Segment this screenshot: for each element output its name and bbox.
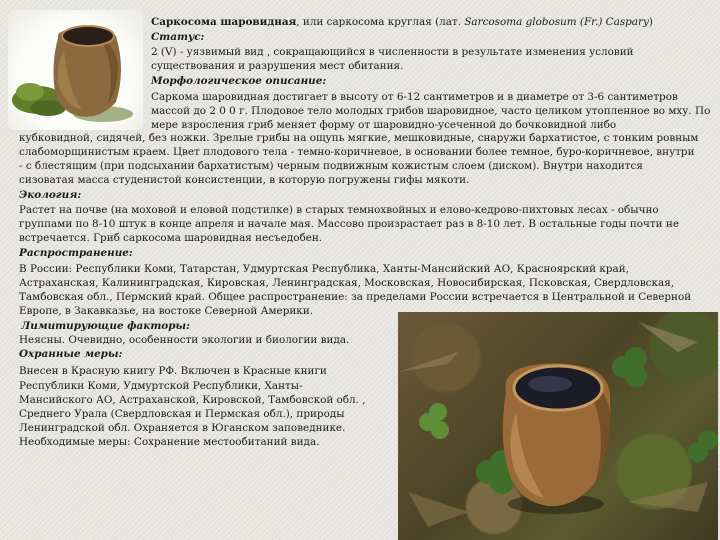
protection-line: Необходимые меры: Сохранение местообитаний вида. — [19, 436, 320, 448]
protection-line: Республики Коми, Удмуртской Республики, Ханты- — [19, 380, 303, 392]
latin-name: Sarcosoma globosum (Fr.) Caspary — [464, 16, 649, 28]
ecology-line: группами по 8-10 штук в конце апреля и начале мая. Массово произрастает раз в 8-10 лет. В остальные годы почти не — [19, 218, 679, 230]
distribution-line: Астраханская, Калининградская, Кировская, Ленинградская, Московская, Новосибирская, Псковская, Свердловская, — [19, 277, 675, 289]
morphology-label: Морфологическое описание: — [151, 75, 327, 87]
distribution-label: Распространение: — [19, 247, 133, 259]
morphology-line: слабоморщинистым краем. Цвет плодового тела - темно-коричневое, в основании более темное, буро-коричневое, внутри — [19, 146, 695, 158]
protection-line: Среднего Урала (Свердловская и Пермская обл.), природы — [19, 408, 345, 420]
morphology-line: Саркома шаровидная достигает в высоту от 6-12 сантиметров и в диаметре от 3-6 сантиметров — [151, 91, 678, 103]
mushroom-illustration-large — [398, 312, 718, 540]
title-rest: , или саркосома круглая (лат. — [296, 16, 461, 28]
title-line — [151, 15, 653, 29]
status-text-1: 2 (V) - уязвимый вид , сокращающийся в численности в результате изменения условий — [151, 46, 634, 58]
morphology-line: кубковидной, сидячей, без ножки. Зрелые грибы на ощупь мягкие, мешковидные, снаружи бархатистое, с тонким ровным — [19, 132, 699, 144]
protection-line: Ленинградской обл. Охраняется в Юганском заповеднике. — [19, 422, 346, 434]
morphology-line: сизоватая масса студенистой консистенции, в которую погружены гифы мякоти. — [19, 174, 470, 186]
protection-line: Мансийского АО, Астраханской, Кировской, Тамбовской обл. , — [19, 394, 366, 406]
distribution-line: В России: Республики Коми, Татарстан, Удмуртская Республика, Ханты-Мансийский АО, Красноярский край, — [19, 263, 629, 275]
distribution-line: Европе, в Закавказье, на востоке Северной Америки. — [19, 305, 314, 317]
close-paren: ) — [648, 16, 653, 28]
morphology-line: мере взросления гриб меняет форму от шаровидно-усеченной до бочковидной либо — [151, 119, 617, 131]
species-name: Саркосома шаровидная — [151, 16, 297, 28]
mushroom-photo-small — [8, 10, 143, 130]
mushroom-illustration-small — [8, 10, 143, 130]
limiting-text: Неясны. Очевидно, особенности экологии и биологии вида. — [19, 334, 350, 346]
limiting-label: Лимитирующие факторы: — [21, 320, 190, 332]
status-text-2: существования и разрушения мест обитания. — [151, 60, 404, 72]
protection-label: Охранные меры: — [19, 348, 123, 360]
mushroom-photo-large — [398, 312, 718, 540]
ecology-label: Экология: — [19, 189, 82, 201]
morphology-line: массой до 2 0 0 г. Плодовое тело молодых грибов шаровидное, часто целиком утопленное во мху. По — [151, 105, 711, 117]
distribution-line: Тамбовская обл., Пермский край. Общее распространение: за пределами России встречается в Центральной и Северной — [19, 291, 692, 303]
ecology-line: встречается. Гриб саркосома шаровидная несъедобен. — [19, 232, 323, 244]
status-label: Статус: — [151, 31, 205, 43]
morphology-line: - с блестящим (при подсыхании бархатистым) черным подвижным кожистым слоем (диском). Внутри находится — [19, 160, 643, 172]
protection-line: Внесен в Красную книгу РФ. Включен в Красные книги — [19, 365, 327, 377]
ecology-line: Растет на почве (на моховой и еловой подстилке) в старых темнохвойных и елово-кедрово-пихтовых лесах - обычно — [19, 204, 659, 216]
